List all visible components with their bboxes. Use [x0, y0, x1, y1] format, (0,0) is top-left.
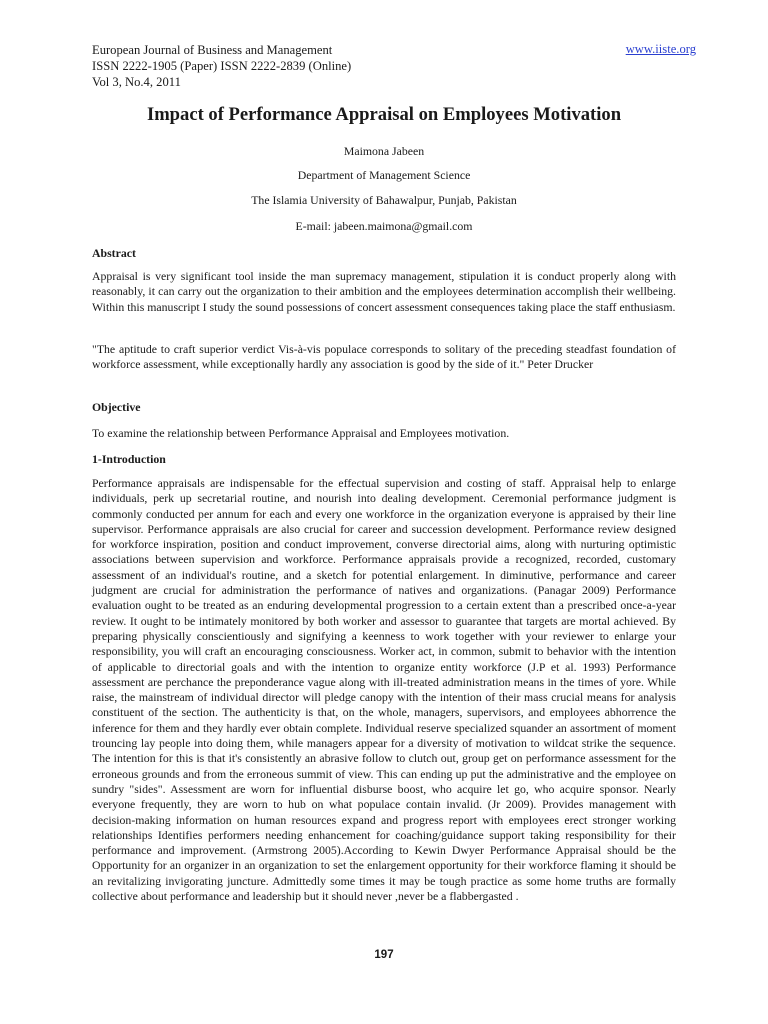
abstract-heading: Abstract: [92, 246, 136, 260]
journal-url-link[interactable]: www.iiste.org: [625, 42, 696, 56]
paper-title: Impact of Performance Appraisal on Employees Motivation: [146, 104, 622, 125]
author-name: Maimona Jabeen: [343, 144, 425, 158]
introduction-heading: 1-Introduction: [92, 452, 166, 466]
journal-name: European Journal of Business and Management: [92, 43, 333, 57]
author-department: Department of Management Science: [297, 168, 471, 182]
journal-issn: ISSN 2222-1905 (Paper) ISSN 2222-2839 (Online): [92, 59, 352, 73]
abstract-paragraph: Appraisal is very significant tool inside the man supremacy management, stipulation it is conduct properly along with reasonably, it can carry out the organization to their ambition and the employees determination accomplish their wellbeing. Within this manuscript I study the sound possessions of concert assessment consequences taking place the staff enthusiasm.: [92, 269, 676, 314]
author-university: The Islamia University of Bahawalpur, Punjab, Pakistan: [251, 193, 517, 207]
page-number: 197: [374, 949, 394, 961]
journal-volume: Vol 3, No.4, 2011: [92, 75, 181, 89]
author-email: E-mail: jabeen.maimona@gmail.com: [295, 219, 473, 233]
objective-text: To examine the relationship between Performance Appraisal and Employees motivation.: [92, 426, 510, 440]
abstract-quote: "The aptitude to craft superior verdict Vis-à-vis populace corresponds to solitary of the preceding steadfast foundation of workforce assessment, while exceptionally hardly any association is good by the side of it." Peter Drucker: [92, 342, 676, 372]
journal-header: [92, 42, 351, 90]
objective-heading: Objective: [92, 400, 141, 414]
introduction-paragraph: Performance appraisals are indispensable for the effectual supervision and costing of staff. Appraisal help to enlarge individuals, perk up secretarial routine, and nourish into dealing development. Ceremonial performance judgment is commonly conducted per annum for each and every one workforce in the organization everyone is appraised by their line supervisor. Performance appraisals are also crucial for career and succession development. Performance review designed for workforce inspiration, position and conduct improvement, converse directorial aims, along with nurturing optimistic associations between supervision and workforce. Performance appraisals provide a recognized, recorded, customary assessment of an individual's routine, and a sketch for potential enlargement. In diminutive, performance and career judgment are crucial for administration the performance of natives and organizations. (Panagar 2009) Performance evaluation ought to be treated as an enduring developmental progression to a certain extent than a prescribed once-a-year review. It ought to be intimately monitored by both worker and assessor to guarantee that targets are mortal achieved. By preparing physically conscientiously and signifying a keenness to work together with your reviewer to enlarge your responsibility, you will craft an encouraging consciousness. Worker act, in common, submit to behavior with the intention of applicable to directorial goals and with the intention to organize entity workforce (J.P et al. 1993) Performance assessment are perchance the preponderance vague along with ill-treated administration means in the times of yore. While raise, the mainstream of individual director will pledge canopy with the intention of their mass crucial means for analysis constituent of the section. The authenticity is that, on the whole, managers, supervisors, and employees abhorrence the inference for them and they hardly ever obtain complete. Individual reserve specialized squander an assortment of moment trouncing lay people into doing them, while managers appear for a diversity of motivation to wildcat strike the sequence. The intention for this is that it's consistently an abrasive follow to clutch out, group get on performance assessment for the erroneous grounds and from the erroneous summit of view. This can ending up put the administrative and the employee on sundry "sides". Assessment are worn for influential disburse boost, who acquire let go, who acquire sponsor. Nearly everyone frequently, they are worn to hub on what populace contain invalid. (Jr 2009). Provides management with decision-making information on human resources expand and progress report with employees erect stronger working relationships Identifies performers needing enhancement for coaching/guidance support taking responsibility for their performance and improvement. (Armstrong 2005).According to Kewin Dwyer Performance Appraisal should be the Opportunity for an organizer in an organization to set the enlargement opportunity for their workforce flaming it should be an revitalizing invigorating juncture. Admittedly some times it may be tough practice as some home truths are formally collective about performance and leadership but it should never ,never be a flabbergasted .: [92, 476, 676, 904]
